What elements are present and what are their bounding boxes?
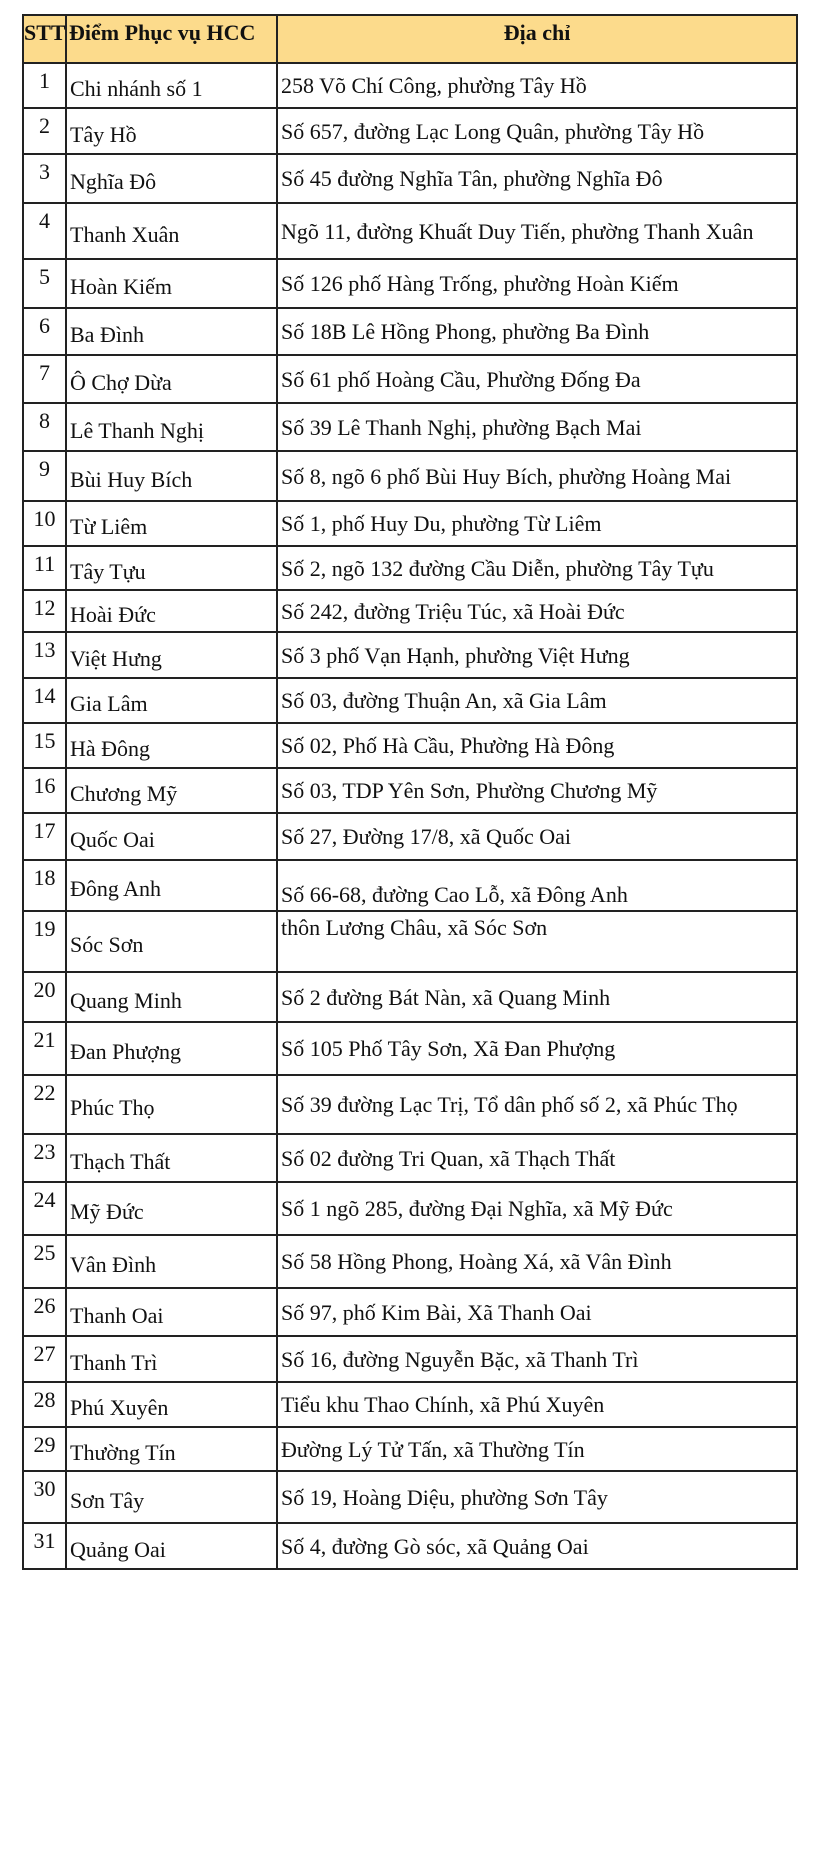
cell-service-point: Tây Hồ: [66, 108, 277, 154]
cell-stt: 5: [23, 259, 66, 308]
cell-stt: 12: [23, 590, 66, 632]
cell-stt: 20: [23, 972, 66, 1022]
cell-address: Số 657, đường Lạc Long Quân, phường Tây Hồ: [277, 108, 797, 154]
header-row: [23, 15, 797, 63]
header-service-point: Điểm Phục vụ HCC: [66, 15, 277, 63]
cell-address: Số 242, đường Triệu Túc, xã Hoài Đức: [277, 590, 797, 632]
cell-stt: 25: [23, 1235, 66, 1288]
cell-address: 258 Võ Chí Công, phường Tây Hồ: [277, 63, 797, 108]
table-row: [23, 108, 797, 154]
cell-service-point: Ô Chợ Dừa: [66, 355, 277, 403]
cell-stt: 28: [23, 1382, 66, 1427]
cell-service-point: Đông Anh: [66, 860, 277, 911]
cell-address: Số 39 Lê Thanh Nghị, phường Bạch Mai: [277, 403, 797, 451]
cell-service-point: Ba Đình: [66, 308, 277, 355]
cell-address: Số 4, đường Gò sóc, xã Quảng Oai: [277, 1523, 797, 1569]
cell-address: Số 1, phố Huy Du, phường Từ Liêm: [277, 501, 797, 546]
cell-stt: 9: [23, 451, 66, 501]
cell-address: Số 58 Hồng Phong, Hoàng Xá, xã Vân Đình: [277, 1235, 797, 1288]
table-body: [23, 63, 797, 1569]
cell-service-point: Phúc Thọ: [66, 1075, 277, 1134]
table-row: [23, 501, 797, 546]
table-row: [23, 1523, 797, 1569]
cell-address: Số 126 phố Hàng Trống, phường Hoàn Kiếm: [277, 259, 797, 308]
cell-service-point: Chi nhánh số 1: [66, 63, 277, 108]
cell-stt: 18: [23, 860, 66, 911]
cell-service-point: Nghĩa Đô: [66, 154, 277, 203]
cell-stt: 26: [23, 1288, 66, 1336]
table-row: [23, 723, 797, 768]
header-address: Địa chỉ: [277, 15, 797, 63]
cell-address: Số 18B Lê Hồng Phong, phường Ba Đình: [277, 308, 797, 355]
cell-address: Số 02 đường Tri Quan, xã Thạch Thất: [277, 1134, 797, 1182]
cell-stt: 31: [23, 1523, 66, 1569]
cell-address: Số 19, Hoàng Diệu, phường Sơn Tây: [277, 1471, 797, 1523]
cell-address: Số 27, Đường 17/8, xã Quốc Oai: [277, 813, 797, 860]
cell-service-point: Hoài Đức: [66, 590, 277, 632]
cell-address: Số 03, đường Thuận An, xã Gia Lâm: [277, 678, 797, 723]
cell-service-point: Gia Lâm: [66, 678, 277, 723]
cell-stt: 14: [23, 678, 66, 723]
cell-service-point: Thanh Oai: [66, 1288, 277, 1336]
cell-address: Ngõ 11, đường Khuất Duy Tiến, phường Thanh Xuân: [277, 203, 797, 259]
table-row: [23, 632, 797, 678]
cell-address: Số 16, đường Nguyễn Bặc, xã Thanh Trì: [277, 1336, 797, 1382]
cell-address: Số 2 đường Bát Nàn, xã Quang Minh: [277, 972, 797, 1022]
cell-service-point: Bùi Huy Bích: [66, 451, 277, 501]
table-row: [23, 1182, 797, 1235]
table-row: [23, 1022, 797, 1075]
cell-service-point: Thanh Xuân: [66, 203, 277, 259]
table-row: [23, 1382, 797, 1427]
table-row: [23, 1427, 797, 1471]
cell-stt: 19: [23, 911, 66, 972]
table-row: [23, 860, 797, 911]
table-row: [23, 590, 797, 632]
table-row: [23, 1336, 797, 1382]
table-row: [23, 63, 797, 108]
cell-stt: 24: [23, 1182, 66, 1235]
cell-address: Số 1 ngõ 285, đường Đại Nghĩa, xã Mỹ Đức: [277, 1182, 797, 1235]
cell-service-point: Sơn Tây: [66, 1471, 277, 1523]
cell-service-point: Thường Tín: [66, 1427, 277, 1471]
cell-service-point: Lê Thanh Nghị: [66, 403, 277, 451]
table-row: [23, 813, 797, 860]
cell-stt: 1: [23, 63, 66, 108]
cell-stt: 2: [23, 108, 66, 154]
cell-service-point: Chương Mỹ: [66, 768, 277, 813]
cell-address: Số 45 đường Nghĩa Tân, phường Nghĩa Đô: [277, 154, 797, 203]
cell-address: Đường Lý Tử Tấn, xã Thường Tín: [277, 1427, 797, 1471]
cell-address: thôn Lương Châu, xã Sóc Sơn: [277, 911, 797, 972]
service-points-table-container: [22, 14, 796, 1570]
table-row: [23, 768, 797, 813]
table-row: [23, 1235, 797, 1288]
table-row: [23, 403, 797, 451]
table-header: [23, 15, 797, 63]
cell-stt: 29: [23, 1427, 66, 1471]
cell-stt: 13: [23, 632, 66, 678]
cell-service-point: Hà Đông: [66, 723, 277, 768]
service-points-table: [22, 14, 798, 1570]
cell-address: Số 39 đường Lạc Trị, Tổ dân phố số 2, xã Phúc Thọ: [277, 1075, 797, 1134]
cell-stt: 22: [23, 1075, 66, 1134]
cell-service-point: Phú Xuyên: [66, 1382, 277, 1427]
cell-address: Số 8, ngõ 6 phố Bùi Huy Bích, phường Hoàng Mai: [277, 451, 797, 501]
cell-service-point: Từ Liêm: [66, 501, 277, 546]
table-row: [23, 678, 797, 723]
table-row: [23, 1134, 797, 1182]
cell-stt: 4: [23, 203, 66, 259]
cell-service-point: Mỹ Đức: [66, 1182, 277, 1235]
cell-service-point: Quốc Oai: [66, 813, 277, 860]
cell-service-point: Vân Đình: [66, 1235, 277, 1288]
cell-stt: 16: [23, 768, 66, 813]
table-row: [23, 1471, 797, 1523]
table-row: [23, 1075, 797, 1134]
table-row: [23, 911, 797, 972]
cell-address: Số 105 Phố Tây Sơn, Xã Đan Phượng: [277, 1022, 797, 1075]
table-row: [23, 355, 797, 403]
cell-stt: 23: [23, 1134, 66, 1182]
cell-stt: 6: [23, 308, 66, 355]
cell-stt: 7: [23, 355, 66, 403]
cell-service-point: Việt Hưng: [66, 632, 277, 678]
header-stt: STT: [23, 15, 66, 63]
cell-address: Số 3 phố Vạn Hạnh, phường Việt Hưng: [277, 632, 797, 678]
cell-service-point: Quảng Oai: [66, 1523, 277, 1569]
cell-address: Số 2, ngõ 132 đường Cầu Diễn, phường Tây Tựu: [277, 546, 797, 590]
cell-service-point: Thạch Thất: [66, 1134, 277, 1182]
cell-service-point: Hoàn Kiếm: [66, 259, 277, 308]
table-row: [23, 1288, 797, 1336]
table-row: [23, 203, 797, 259]
cell-service-point: Sóc Sơn: [66, 911, 277, 972]
cell-stt: 15: [23, 723, 66, 768]
cell-address: Số 03, TDP Yên Sơn, Phường Chương Mỹ: [277, 768, 797, 813]
cell-address: Tiểu khu Thao Chính, xã Phú Xuyên: [277, 1382, 797, 1427]
cell-stt: 3: [23, 154, 66, 203]
cell-stt: 30: [23, 1471, 66, 1523]
cell-service-point: Đan Phượng: [66, 1022, 277, 1075]
table-row: [23, 308, 797, 355]
table-row: [23, 972, 797, 1022]
cell-stt: 17: [23, 813, 66, 860]
cell-address: Số 61 phố Hoàng Cầu, Phường Đống Đa: [277, 355, 797, 403]
cell-stt: 27: [23, 1336, 66, 1382]
cell-address: Số 02, Phố Hà Cầu, Phường Hà Đông: [277, 723, 797, 768]
cell-address: Số 66-68, đường Cao Lỗ, xã Đông Anh: [277, 860, 797, 911]
cell-service-point: Thanh Trì: [66, 1336, 277, 1382]
cell-stt: 8: [23, 403, 66, 451]
cell-stt: 21: [23, 1022, 66, 1075]
table-row: [23, 259, 797, 308]
cell-service-point: Quang Minh: [66, 972, 277, 1022]
table-row: [23, 546, 797, 590]
table-row: [23, 154, 797, 203]
table-row: [23, 451, 797, 501]
cell-service-point: Tây Tựu: [66, 546, 277, 590]
cell-address: Số 97, phố Kim Bài, Xã Thanh Oai: [277, 1288, 797, 1336]
cell-stt: 11: [23, 546, 66, 590]
cell-stt: 10: [23, 501, 66, 546]
